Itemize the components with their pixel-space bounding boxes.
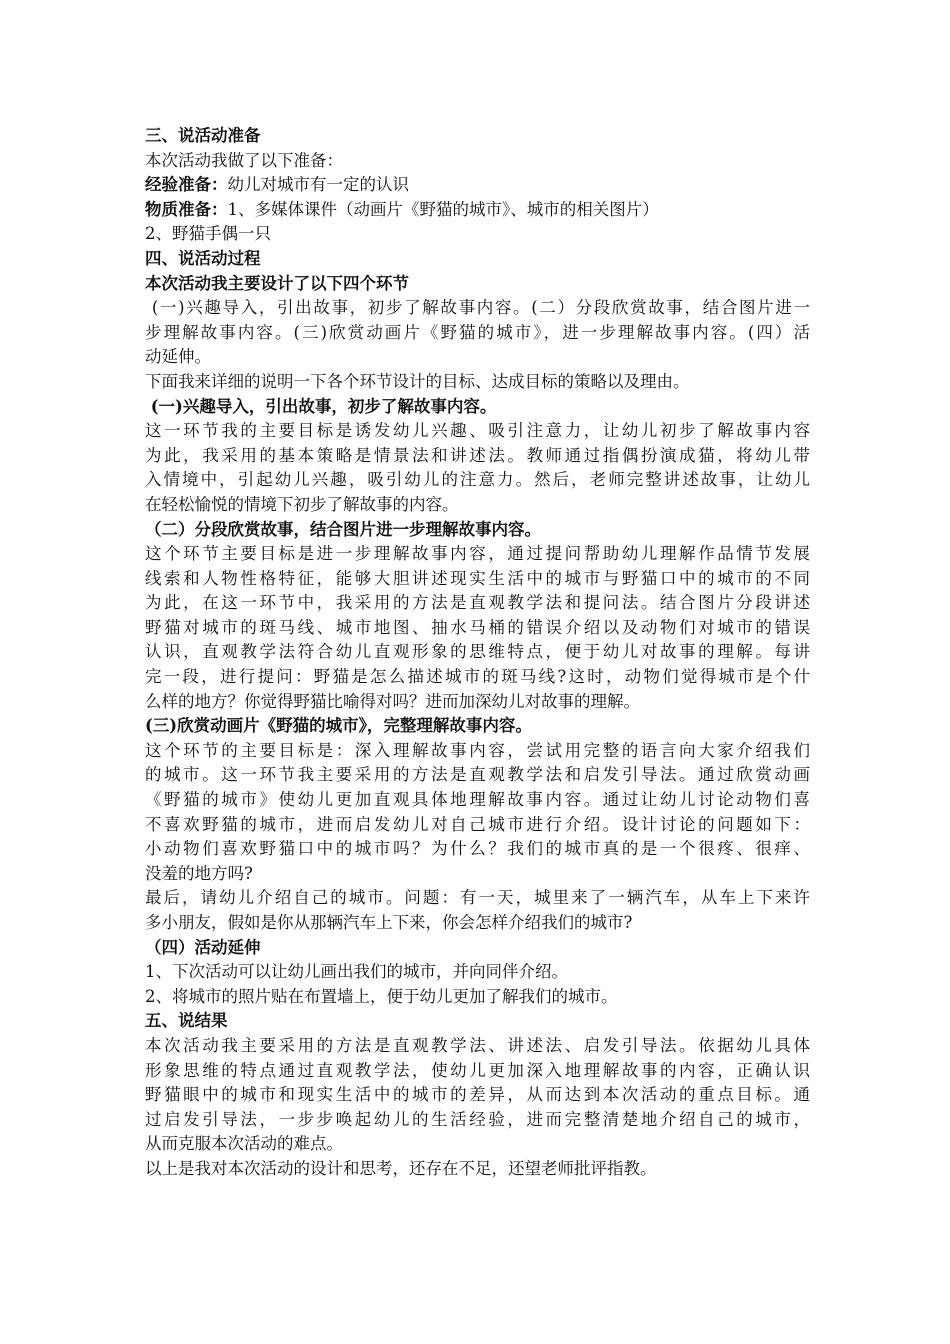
text-line: 在轻松愉悦的情境下初步了解故事的内容。 (145, 494, 459, 514)
text-line: 为此，在这一环节中，我采用的方法是直观教学法和提问法。结合图片分段讲述 (145, 593, 810, 613)
heading-line: （二）分段欣赏故事，结合图片进一步理解故事内容。 (145, 519, 541, 539)
text-line: 这个环节主要目标是进一步理解故事内容，通过提问帮助幼儿理解作品情节发展 (145, 544, 810, 564)
text-line: 1、下次活动可以让幼儿画出我们的城市，并向同伴介绍。 (145, 962, 568, 982)
text-line: 步理解故事内容。(三)欣赏动画片《野猫的城市》，进一步理解故事内容。(四）活 (145, 322, 810, 342)
text-line: 入情境中，引起幼儿兴趣，吸引幼儿的注意力。然后，老师完整讲述故事，让幼儿 (145, 470, 810, 490)
text-line: 的城市。这一环节我主要采用的方法是直观教学法和启发引导法。通过欣赏动画 (145, 765, 810, 785)
text-line: 没羞的地方吗? (145, 863, 253, 883)
heading-line: 本次活动我主要设计了以下四个环节 (145, 273, 409, 293)
label-value: 幼儿对城市有一定的认识 (227, 175, 409, 195)
text-line: 认识，直观教学法符合幼儿直观形象的思维特点，便于幼儿对故事的理解。每讲 (145, 642, 810, 662)
text-line: 以上是我对本次活动的设计和思考，还存在不足，还望老师批评指教。 (145, 1158, 657, 1178)
text-line: 线索和人物性格特征，能够大胆讲述现实生活中的城市与野猫口中的城市的不同 (145, 568, 810, 588)
text-line: 这个环节的主要目标是：深入理解故事内容，尝试用完整的语言向大家介绍我们 (145, 740, 810, 760)
text-line: 为此，我采用的基本策略是情景法和讲述法。教师通过指偶扮演成猫，将幼儿带 (145, 445, 810, 465)
text-line: (一)兴趣导入，引出故事，初步了解故事内容。(二）分段欣赏故事，结合图片进一 (145, 298, 810, 318)
text-line: 2、野猫手偶一只 (145, 224, 271, 244)
text-line (145, 173, 810, 198)
text-line: 过启发引导法，一步步唤起幼儿的生活经验，进而完整清楚地介绍自己的城市， (145, 1109, 810, 1129)
text-line: 《野猫的城市》使幼儿更加直观具体地理解故事内容。通过让幼儿讨论动物们喜 (145, 790, 810, 810)
text-line: 本次活动我主要采用的方法是直观教学法、讲述法、启发引导法。依据幼儿具体 (145, 1035, 810, 1055)
heading-line: （四）活动延伸 (145, 937, 261, 957)
text-line: 野猫对城市的斑马线、城市地图、抽水马桶的错误介绍以及动物们对城市的错误 (145, 617, 810, 637)
text-line: 下面我来详细的说明一下各个环节设计的目标、达成目标的策略以及理由。 (145, 371, 690, 391)
text-line: 么样的地方？你觉得野猫比喻得对吗？进而加深幼儿对故事的理解。 (145, 691, 640, 711)
document-body (145, 124, 810, 1182)
label-prefix: 物质准备： (145, 199, 228, 219)
heading-line: 三、说活动准备 (145, 126, 261, 145)
heading-line: (一)兴趣导入，引出故事，初步了解故事内容。 (145, 396, 497, 416)
text-line: 野猫眼中的城市和现实生活中的城市的差异，从而达到本次活动的重点目标。通 (145, 1085, 810, 1105)
heading-line: 四、说活动过程 (145, 248, 261, 268)
text-line: 不喜欢野猫的城市，进而启发幼儿对自己城市进行介绍。设计讨论的问题如下： (145, 814, 810, 834)
text-line: 完一段，进行提问：野猫是怎么描述城市的斑马线?这时，动物们觉得城市是个什 (145, 667, 810, 687)
text-line (145, 198, 810, 223)
text-line: 多小朋友，假如是你从那辆汽车上下来，你会怎样介绍我们的城市? (145, 913, 633, 932)
heading-line: (三)欣赏动画片《野猫的城市》，完整理解故事内容。 (145, 716, 532, 736)
text-line: 这一环节我的主要目标是诱发幼儿兴趣、吸引注意力，让幼儿初步了解故事内容 (145, 421, 810, 441)
label-prefix: 经验准备： (145, 175, 228, 195)
text-line: 最后，请幼儿介绍自己的城市。问题：有一天，城里来了一辆汽车，从车上下来许 (145, 888, 810, 908)
heading-line: 五、说结果 (145, 1011, 228, 1031)
text-line: 形象思维的特点通过直观教学法，使幼儿更加深入地理解故事的内容，正确认识 (145, 1060, 810, 1080)
text-line: 从而克服本次活动的难点。 (145, 1134, 343, 1154)
text-line: 2、将城市的照片贴在布置墙上，便于幼儿更加了解我们的城市。 (145, 986, 618, 1006)
text-line: 动延伸。 (145, 347, 211, 367)
text-line: 本次活动我做了以下准备： (145, 150, 343, 170)
label-value: 1、多媒体课件（动画片《野猫的城市》、城市的相关图片） (227, 199, 659, 219)
text-line: 小动物们喜欢野猫口中的城市吗？为什么？我们的城市真的是一个很疼、很痒、 (145, 839, 810, 859)
